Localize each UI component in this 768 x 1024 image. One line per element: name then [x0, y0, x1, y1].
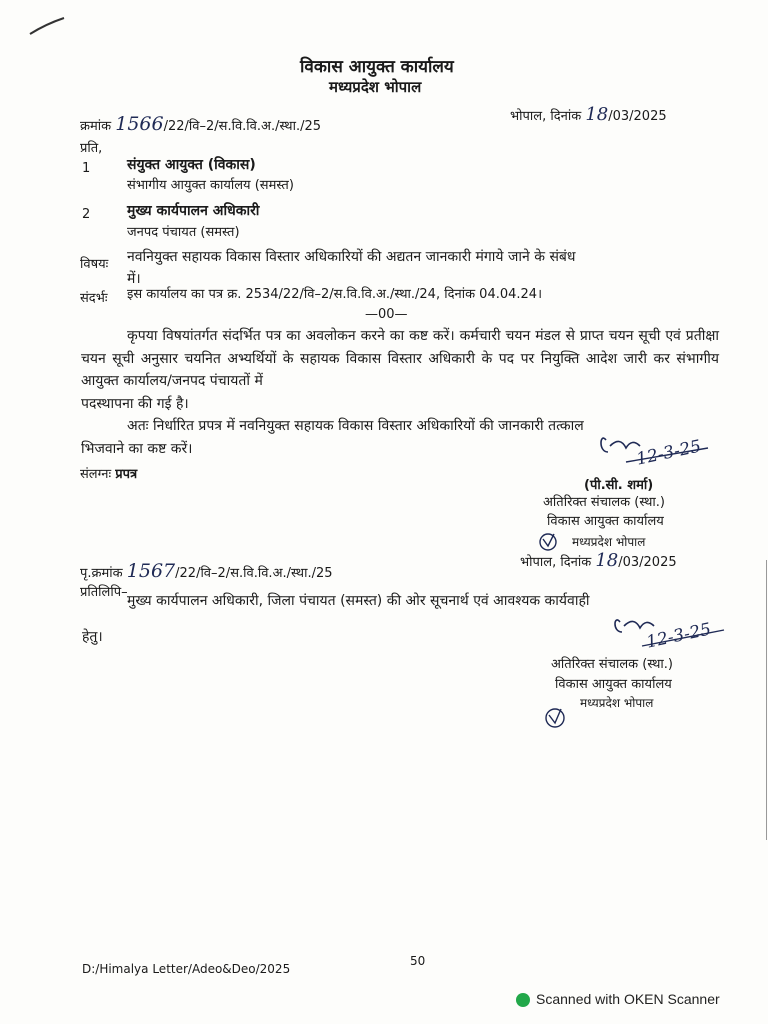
recipient-title: संयुक्त आयुक्त (विकास) [127, 157, 256, 173]
scan-edge [766, 560, 767, 840]
page-number: 50 [410, 954, 426, 968]
signatory-designation: अतिरिक्त संचालक (स्था.) [543, 495, 665, 510]
subject-label: विषयः [80, 257, 109, 272]
subject-text-cont: में। [127, 271, 141, 287]
copy-letter-date: भोपाल, दिनांक 18/03/2025 [520, 550, 677, 571]
file-path: D:/Himalya Letter/Adeo&Deo/2025 [82, 962, 291, 976]
body-paragraph-1: कृपया विषयांतर्गत संदर्भित पत्र का अवलोकन करने का कष्ट करें। कर्मचारी चयन मंडल से प्राप्त चयन सूची एवं प्रतीक्षा चयन सूची अनुसार चयनित अभ्यर्थियों के सहायक विकास विस्तार अधिकारी के पद पर नियुक्ति आदेश जारी कर संभागीय आयुक्त कार्यालय/जनपद पंचायतों में पदस्थापना की गई है। [81, 328, 719, 412]
office-location: मध्यप्रदेश भोपाल [329, 78, 422, 96]
body-paragraph-2: अतः निर्धारित प्रपत्र में नवनियुक्त सहायक विकास विस्तार अधिकारियों की जानकारी तत्काल भिजवाने का कष्ट करें। [81, 418, 584, 457]
subject-text: नवनियुक्त सहायक विकास विस्तार अधिकारियों की अद्यतन जानकारी मंगाये जाने के संबंध [127, 249, 576, 265]
copy-text-cont: हेतु। [82, 629, 103, 645]
signature-date: 12-3-25 [634, 436, 703, 470]
initial-mark [537, 531, 559, 553]
recipient-number: 2 [82, 207, 91, 222]
signatory-office: विकास आयुक्त कार्यालय [555, 677, 672, 692]
letter-date: भोपाल, दिनांक 18/03/2025 [510, 104, 667, 125]
pen-mark [28, 14, 68, 38]
letter-number: क्रमांक 1566/22/वि–2/स.वि.वि.अ./स्था./25 [80, 113, 322, 135]
separator: —00— [365, 307, 408, 322]
to-label: प्रति, [80, 141, 103, 156]
handwritten-number: 1567 [126, 560, 176, 582]
reference-label: संदर्भः [80, 291, 108, 306]
signature-date: 12-3-25 [644, 619, 713, 653]
signatory-city: मध्यप्रदेश भोपाल [572, 535, 646, 549]
oken-scanner-logo-icon [516, 993, 530, 1007]
handwritten-day: 18 [595, 550, 619, 571]
recipient-title: मुख्य कार्यपालन अधिकारी [127, 203, 260, 219]
copy-letter-number: पृ.क्रमांक 1567/22/वि–2/स.वि.वि.अ./स्था./25 [80, 560, 333, 582]
office-title: विकास आयुक्त कार्यालय [300, 57, 454, 77]
initial-mark [543, 706, 567, 730]
enclosure: संलग्नः प्रपत्र [80, 467, 138, 482]
copy-label: प्रतिलिपि– [80, 585, 128, 600]
scanner-watermark: Scanned with OKEN Scanner [516, 991, 720, 1007]
recipient-number: 1 [82, 161, 91, 176]
handwritten-day: 18 [585, 104, 609, 125]
signatory-designation: अतिरिक्त संचालक (स्था.) [551, 657, 673, 672]
recipient-office: जनपद पंचायत (समस्त) [127, 225, 240, 240]
signatory-name: (पी.सी. शर्मा) [584, 478, 654, 493]
copy-text: मुख्य कार्यपालन अधिकारी, जिला पंचायत (समस्त) की ओर सूचनार्थ एवं आवश्यक कार्यवाही [127, 593, 590, 609]
handwritten-number: 1566 [115, 113, 164, 135]
reference-text: इस कार्यालय का पत्र क्र. 2534/22/वि–2/स.वि.वि.अ./स्था./24, दिनांक 04.04.24। [127, 287, 542, 302]
recipient-office: संभागीय आयुक्त कार्यालय (समस्त) [127, 178, 294, 193]
signatory-city: मध्यप्रदेश भोपाल [580, 696, 654, 710]
signatory-office: विकास आयुक्त कार्यालय [547, 514, 664, 529]
